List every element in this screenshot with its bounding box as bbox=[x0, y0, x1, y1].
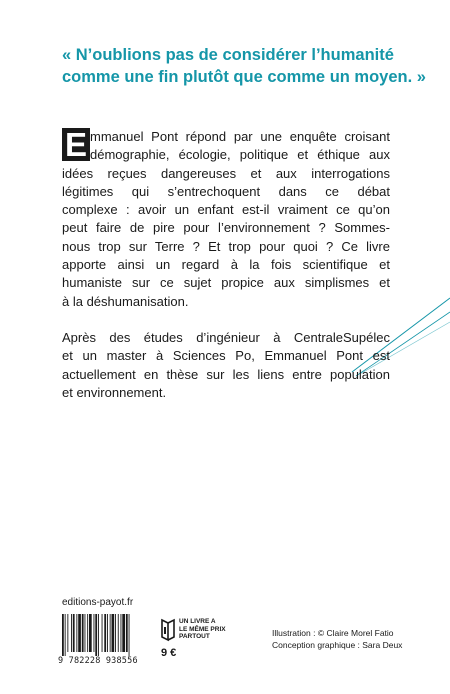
bio-line: et un master à Sciences Po, Emmanuel Pont est bbox=[62, 348, 390, 364]
barcode-bar bbox=[115, 614, 116, 652]
barcode-bar bbox=[62, 614, 64, 656]
barcode-bar bbox=[102, 614, 103, 652]
barcode-bar bbox=[121, 614, 122, 652]
credits bbox=[272, 627, 402, 651]
barcode-bar bbox=[107, 614, 108, 652]
barcode-bar bbox=[98, 614, 99, 656]
barcode-bar bbox=[78, 614, 81, 652]
barcode-bar bbox=[85, 614, 86, 652]
pull-quote-line-2: comme une fin plutôt que comme un moyen. » bbox=[62, 68, 426, 86]
drop-cap: E bbox=[62, 128, 90, 161]
barcode-bar bbox=[87, 614, 88, 652]
barcode-bar bbox=[112, 614, 115, 652]
barcode-bar bbox=[94, 614, 95, 652]
book-description bbox=[62, 128, 390, 311]
badge-line-2: LE MÊME PRIX bbox=[179, 625, 226, 633]
description-line: mmanuel Pont répond par une enquête croisant bbox=[90, 129, 390, 144]
barcode-bar bbox=[82, 614, 84, 652]
pull-quote-line-1: « N’oublions pas de considérer l’humanité bbox=[62, 46, 394, 64]
price-label: 9 € bbox=[161, 647, 177, 659]
badge-line-1: UN LIVRE A bbox=[179, 618, 216, 625]
barcode-bar bbox=[76, 614, 77, 652]
description-line: nous trop sur Terre ? Et trop pour quoi ? Ce livre bbox=[62, 238, 390, 254]
publisher-website: editions-payot.fr bbox=[62, 597, 134, 608]
description-line: démographie, écologie, politique et éthique aux bbox=[90, 147, 390, 163]
illustration-credit: Illustration : © Claire Morel Fatio bbox=[272, 628, 394, 638]
barcode-bar bbox=[110, 614, 111, 652]
book-price-law-icon bbox=[161, 618, 175, 642]
isbn-digits: 9 782228 938556 bbox=[58, 656, 138, 666]
barcode-bar bbox=[65, 614, 66, 656]
barcode-bar bbox=[71, 614, 72, 652]
barcode-bar bbox=[129, 614, 130, 656]
bio-line: actuellement en thèse sur les liens entre population bbox=[62, 366, 390, 382]
author-bio bbox=[62, 329, 390, 402]
barcode-bar bbox=[126, 614, 128, 652]
bio-line: Après des études d’ingénieur à CentraleSupélec bbox=[62, 330, 390, 345]
same-price-badge bbox=[179, 618, 226, 641]
barcode-bar bbox=[118, 614, 119, 652]
badge-line-3: PARTOUT bbox=[179, 633, 210, 640]
description-line: apporte ainsi un regard à la fois scientifique et bbox=[62, 257, 390, 273]
bio-line: et environnement. bbox=[62, 384, 167, 400]
description-line: complexe : avoir un enfant est-il vraiment ce qu’on bbox=[62, 202, 390, 218]
description-line: idées reçues dangereuses et aux interrogations bbox=[62, 165, 390, 181]
design-credit: Conception graphique : Sara Deux bbox=[272, 640, 403, 650]
description-line: à la déshumanisation. bbox=[62, 293, 189, 309]
barcode-bar bbox=[67, 614, 68, 652]
barcode-bar bbox=[95, 614, 97, 656]
description-line: légitimes qui s’entrechoquent dans ce débat bbox=[62, 183, 390, 199]
barcode-bar bbox=[89, 614, 92, 652]
barcode-bar bbox=[73, 614, 75, 652]
barcode-bar bbox=[122, 614, 125, 652]
description-line: peut faire de pire pour l’environnement ? Sommes- bbox=[62, 220, 390, 236]
description-line: humaniste sur ce sujet propice aux simplismes et bbox=[62, 275, 390, 291]
barcode-bar bbox=[104, 614, 106, 652]
pull-quote bbox=[62, 44, 426, 88]
